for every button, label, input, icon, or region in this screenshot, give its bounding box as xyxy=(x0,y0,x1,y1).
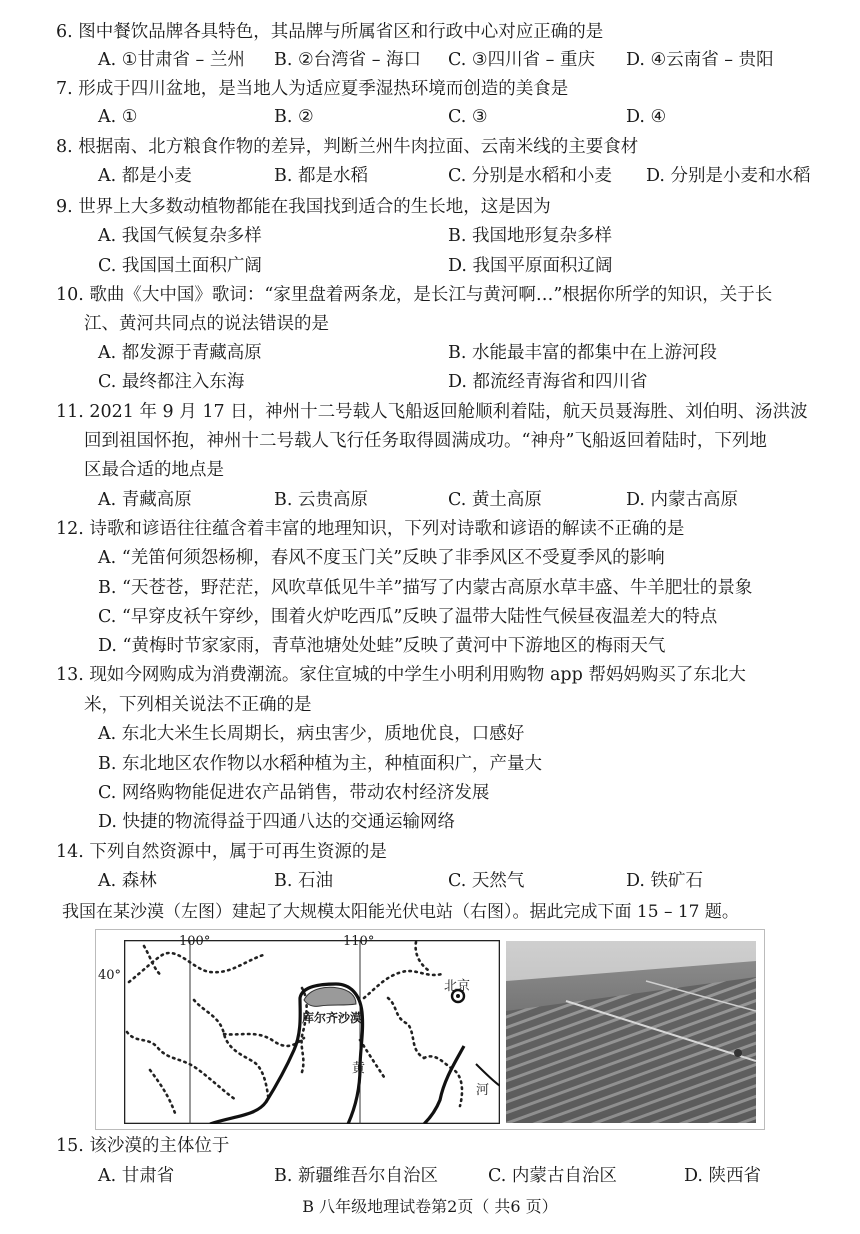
q13-option-b: B. 东北地区农作物以水稻种植为主，种植面积广，产量大 xyxy=(98,754,542,774)
question-10-stem: 10. 歌曲《大中国》歌词：“家里盘着两条龙，是长江与黄河啊…”根据你所学的知识，关于长 xyxy=(56,285,773,305)
q11-option-a: A. 青藏高原 xyxy=(98,490,192,510)
q6-option-a: A. ①甘肃省 – 兰州 xyxy=(98,50,245,70)
label-river-he: 河 xyxy=(476,1083,490,1098)
question-9-stem: 9. 世界上大多数动植物都能在我国找到适合的生长地，这是因为 xyxy=(56,197,551,217)
label-lat-40: 40° xyxy=(98,968,122,983)
q13-option-d: D. 快捷的物流得益于四通八达的交通运输网络 xyxy=(98,812,456,832)
q8-option-a: A. 都是小麦 xyxy=(98,166,192,186)
q12-option-d: D. “黄梅时节家家雨，青草池塘处处蛙”反映了黄河中下游地区的梅雨天气 xyxy=(98,636,666,656)
q8-option-c: C. 分别是水稻和小麦 xyxy=(448,166,612,186)
q8-option-b: B. 都是水稻 xyxy=(274,166,368,186)
desert-location-map xyxy=(124,940,500,1124)
q14-option-c: C. 天然气 xyxy=(448,871,525,891)
question-10-continuation: 江、黄河共同点的说法错误的是 xyxy=(84,314,329,334)
solar-station-photo xyxy=(506,941,756,1123)
q8-option-d: D. 分别是小麦和水稻 xyxy=(646,166,811,186)
question-8-stem: 8. 根据南、北方粮食作物的差异，判断兰州牛肉拉面、云南米线的主要食材 xyxy=(56,137,639,157)
q7-option-b: B. ② xyxy=(274,107,314,127)
q6-option-b: B. ②台湾省 – 海口 xyxy=(274,50,422,70)
question-15-stem: 15. 该沙漠的主体位于 xyxy=(56,1136,230,1156)
q6-option-c: C. ③四川省 – 重庆 xyxy=(448,50,595,70)
q9-option-c: C. 我国国土面积广阔 xyxy=(98,256,262,276)
q10-option-c: C. 最终都注入东海 xyxy=(98,372,245,392)
question-11-continuation-2: 区最合适的地点是 xyxy=(84,460,224,480)
q14-option-d: D. 铁矿石 xyxy=(626,871,704,891)
label-lon-100: 100° xyxy=(179,934,211,949)
question-11-stem: 11. 2021 年 9 月 17 日，神州十二号载人飞船返回舱顺利着陆，航天员聂海胜、刘伯明、汤洪波 xyxy=(56,402,808,422)
q15-option-b: B. 新疆维吾尔自治区 xyxy=(274,1166,438,1186)
q15-option-d: D. 陕西省 xyxy=(684,1166,762,1186)
q11-option-c: C. 黄土高原 xyxy=(448,490,542,510)
q9-option-b: B. 我国地形复杂多样 xyxy=(448,226,612,246)
q9-option-a: A. 我国气候复杂多样 xyxy=(98,226,262,246)
q10-option-a: A. 都发源于青藏高原 xyxy=(98,343,262,363)
question-13-stem: 13. 现如今网购成为消费潮流。家住宣城的中学生小明利用购物 app 帮妈妈购买了东北大 xyxy=(56,665,746,685)
q11-option-d: D. 内蒙古高原 xyxy=(626,490,739,510)
q12-option-c: C. “早穿皮袄午穿纱，围着火炉吃西瓜”反映了温带大陆性气候昼夜温差大的特点 xyxy=(98,607,718,627)
section-intro: 我国在某沙漠（左图）建起了大规模太阳能光伏电站（右图）。据此完成下面 15 – 17 题。 xyxy=(62,902,739,922)
q10-option-b: B. 水能最丰富的都集中在上游河段 xyxy=(448,343,717,363)
q12-option-b: B. “天苍苍，野茫茫，风吹草低见牛羊”描写了内蒙古高原水草丰盛、牛羊肥壮的景象 xyxy=(98,578,753,598)
q7-option-d: D. ④ xyxy=(626,107,667,127)
label-river-huang: 黄 xyxy=(352,1061,366,1076)
q15-option-c: C. 内蒙古自治区 xyxy=(488,1166,617,1186)
question-7-stem: 7. 形成于四川盆地，是当地人为适应夏季湿热环境而创造的美食是 xyxy=(56,79,569,99)
q7-option-a: A. ① xyxy=(98,107,138,127)
q13-option-a: A. 东北大米生长周期长，病虫害少，质地优良，口感好 xyxy=(98,724,525,744)
q10-option-d: D. 都流经青海省和四川省 xyxy=(448,372,648,392)
q7-option-c: C. ③ xyxy=(448,107,488,127)
label-beijing: 北京 xyxy=(444,979,471,994)
label-desert: 库尔齐沙漠 xyxy=(302,1011,363,1025)
q9-option-d: D. 我国平原面积辽阔 xyxy=(448,256,613,276)
q14-option-b: B. 石油 xyxy=(274,871,333,891)
q12-option-a: A. “羌笛何须怨杨柳，春风不度玉门关”反映了非季风区不受夏季风的影响 xyxy=(98,548,665,568)
q15-option-a: A. 甘肃省 xyxy=(98,1166,175,1186)
label-lon-110: 110° xyxy=(343,934,375,949)
q14-option-a: A. 森林 xyxy=(98,871,157,891)
question-12-stem: 12. 诗歌和谚语往往蕴含着丰富的地理知识，下列对诗歌和谚语的解读不正确的是 xyxy=(56,519,685,539)
page-footer: B 八年级地理试卷第2页（ 共6 页） xyxy=(302,1197,558,1216)
question-6-stem: 6. 图中餐饮品牌各具特色，其品牌与所属省区和行政中心对应正确的是 xyxy=(56,22,604,42)
q6-option-d: D. ④云南省 – 贵阳 xyxy=(626,50,774,70)
question-13-continuation: 米，下列相关说法不正确的是 xyxy=(84,695,312,715)
q11-option-b: B. 云贵高原 xyxy=(274,490,368,510)
question-11-continuation-1: 回到祖国怀抱，神州十二号载人飞行任务取得圆满成功。“神舟”飞船返回着陆时，下列地 xyxy=(84,431,767,451)
question-14-stem: 14. 下列自然资源中，属于可再生资源的是 xyxy=(56,842,387,862)
q13-option-c: C. 网络购物能促进农产品销售，带动农村经济发展 xyxy=(98,783,490,803)
